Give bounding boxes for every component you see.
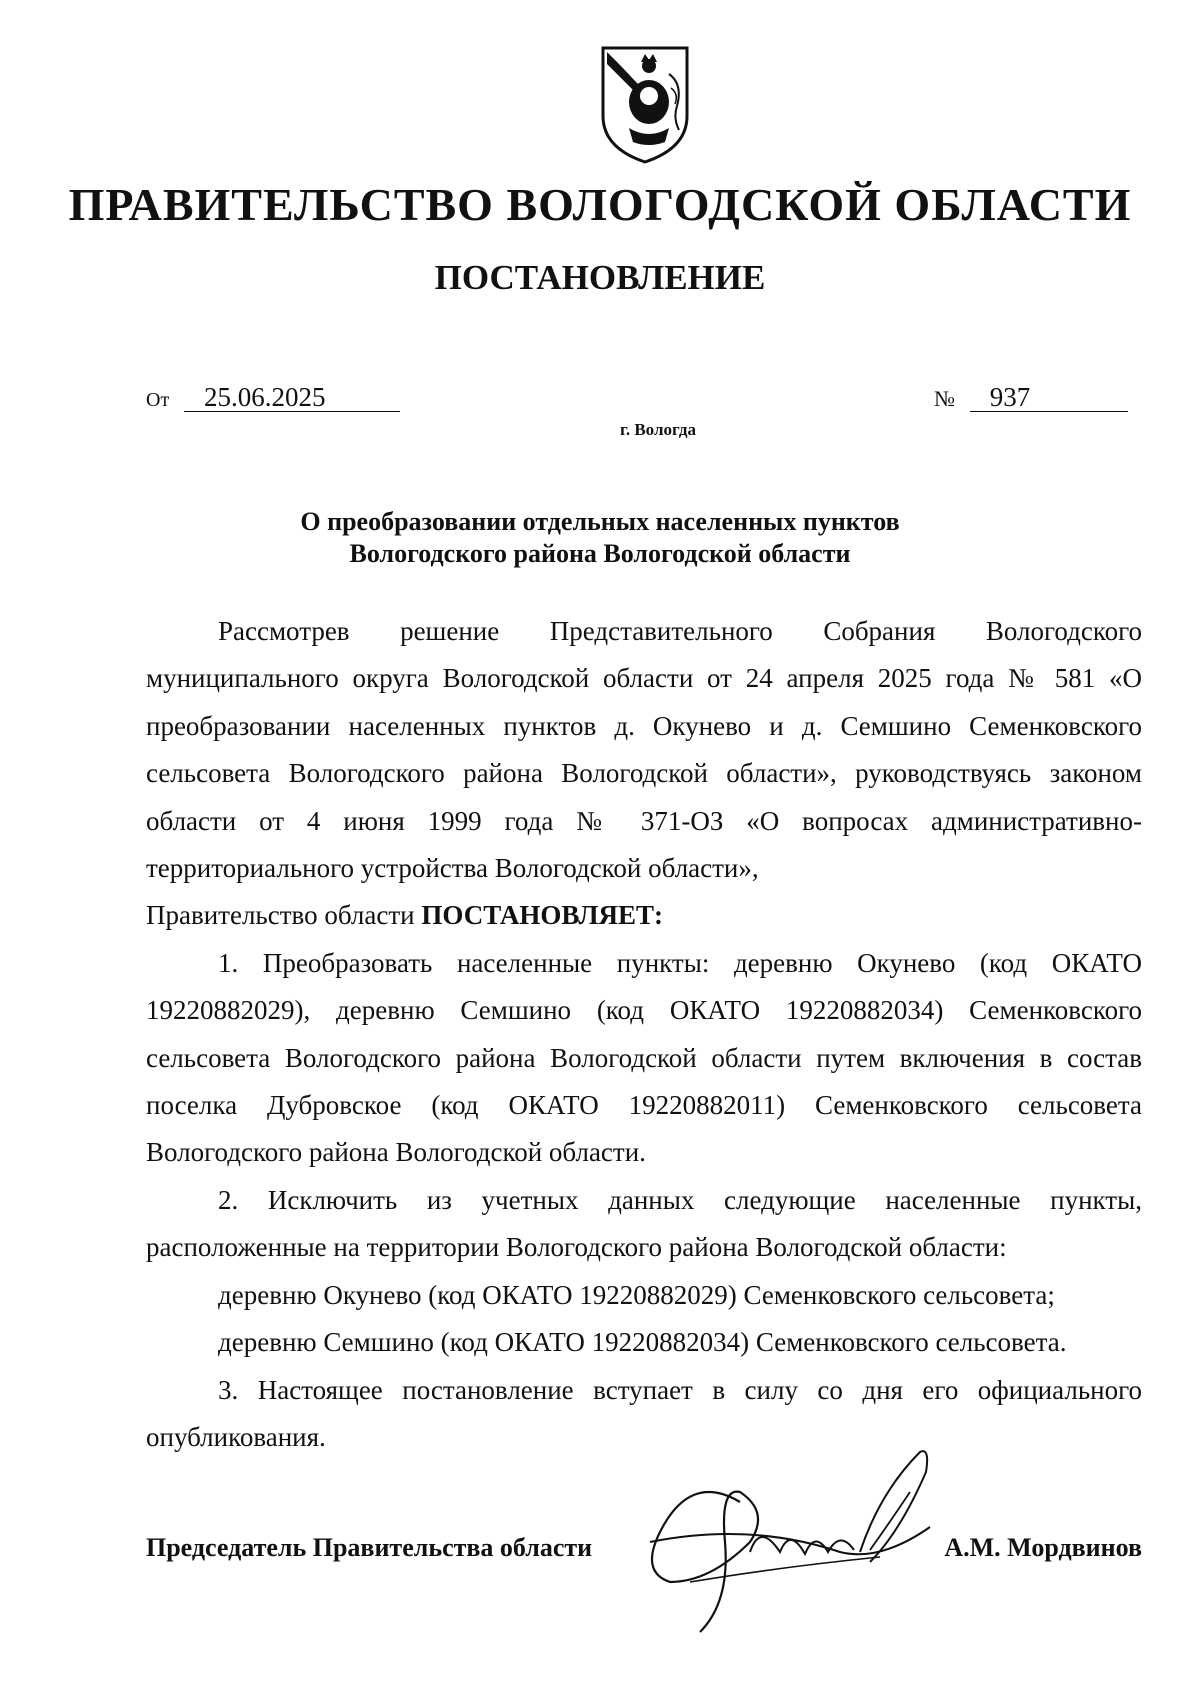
decree-intro: Правительство области [146, 900, 415, 931]
document-type: ПОСТАНОВЛЕНИЕ [434, 258, 766, 297]
item-1-paragraph: 1. Преобразовать населенные пункты: деревню Окунево (код ОКАТО 19220882029), деревню Семшино (код ОКАТО 19220882034) Семенковского сельсовета Вологодского района Вологодской области путем включения в состав поселка Дубровское (код ОКАТО 19220882011) Семенковского сельсовета Вологодского района Вологодской области. [146, 947, 1142, 1168]
decree-paragraph [146, 892, 1142, 939]
date-prefix: От [146, 389, 170, 411]
document-body [146, 608, 1142, 1461]
coat-of-arms-icon [599, 44, 691, 166]
number-value: 937 [970, 383, 1128, 412]
handwritten-signature-icon [630, 1432, 960, 1642]
item-3-paragraph: 3. Настоящее постановление вступает в силу со дня его официального опубликования. [146, 1374, 1142, 1452]
item-2-entry-semshino: деревню Семшино (код ОКАТО 19220882034) Семенковского сельсовета. [218, 1327, 1067, 1358]
subject-line-2: Вологодского района Вологодской области [349, 539, 851, 568]
signer-position: Председатель Правительства области [146, 1533, 593, 1562]
item-2-paragraph: 2. Исключить из учетных данных следующие населенные пункты, расположенные на территории Вологодского района Вологодской области: [146, 1184, 1142, 1263]
number-prefix: № [934, 386, 955, 411]
document-subject [0, 506, 1200, 570]
item-2-entry-okunevo: деревню Окунево (код ОКАТО 19220882029) Семенковского сельсовета; [218, 1279, 1055, 1310]
decree-word: ПОСТАНОВЛЯЕТ: [421, 900, 663, 931]
document-number [934, 382, 1128, 413]
government-title: ПРАВИТЕЛЬСТВО ВОЛОГОДСКОЙ ОБЛАСТИ [68, 179, 1132, 230]
signer-name: А.М. Мордвинов [944, 1533, 1142, 1562]
city: г. Вологда [620, 420, 696, 439]
date-value: 25.06.2025 [184, 383, 400, 412]
preamble-paragraph: Рассмотрев решение Представительного Собрания Вологодского муниципального округа Вологодской области от 24 апреля 2025 года № 581 «О преобразовании населенных пунктов д. Окунево и д. Семшино Семенковского сельсовета Вологодского района Вологодской области», руководствуясь законом области от 4 июня 1999 года № 371-ОЗ «О вопросах административно-территориального устройства Вологодской области», [146, 616, 1142, 884]
document-date [146, 382, 400, 413]
subject-line-1: О преобразовании отдельных населенных пунктов [300, 507, 900, 536]
